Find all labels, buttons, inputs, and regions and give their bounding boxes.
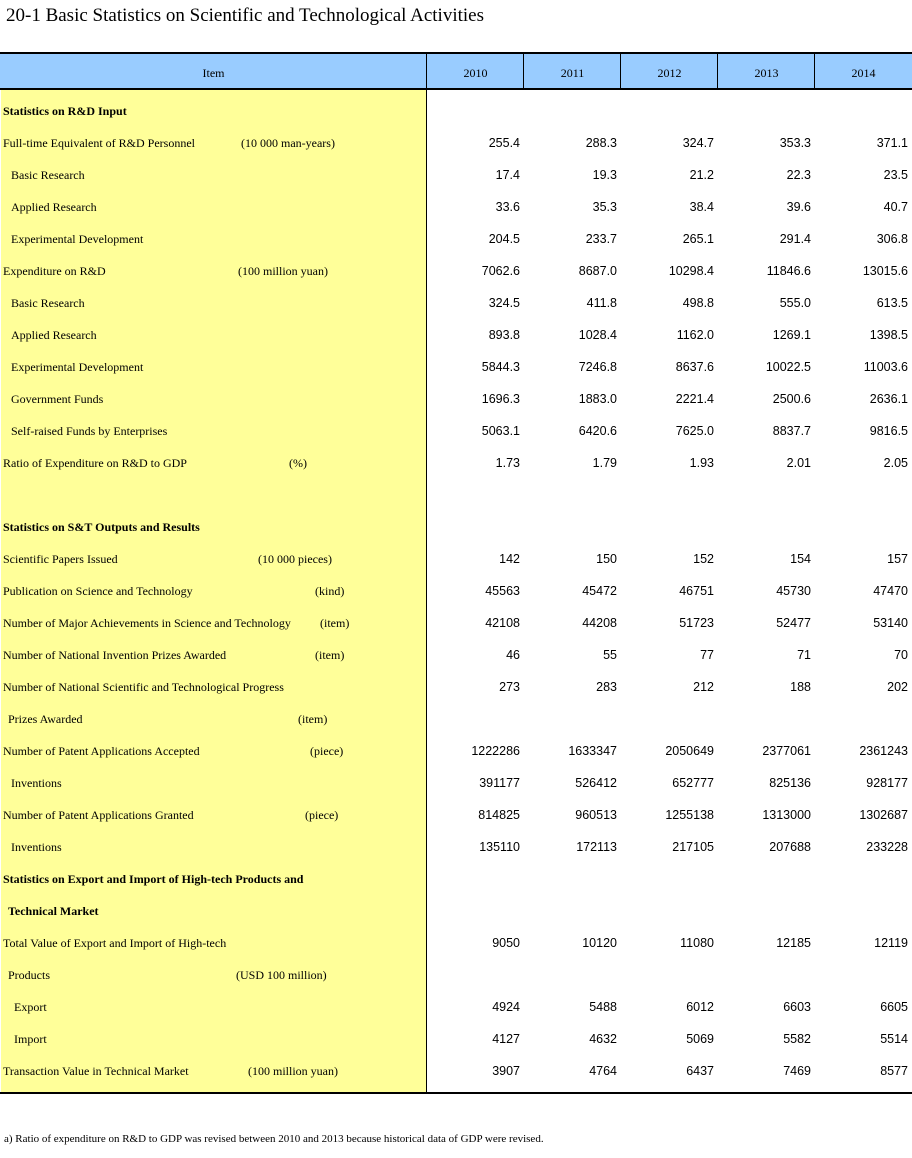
table-row (0, 351, 912, 383)
row-label: Full-time Equivalent of R&D Personnel (3, 136, 195, 150)
cell-value-2012: 652777 (672, 776, 714, 790)
cell-value-2013: 11846.6 (766, 264, 811, 278)
cell-value-2013: 6603 (783, 1000, 811, 1014)
table-bottom-rule (0, 1092, 912, 1094)
cell-value-2012: 2221.4 (675, 392, 714, 406)
row-label: Number of Patent Applications Accepted (3, 744, 200, 758)
cell-value-2011: 7246.8 (578, 360, 617, 374)
table-row (0, 479, 912, 511)
cell-value-2012: 265.1 (682, 232, 714, 246)
row-label: Basic Research (11, 296, 85, 310)
row-label: Applied Research (11, 200, 97, 214)
cell-value-2014: 202 (887, 680, 908, 694)
cell-value-2013: 7469 (783, 1064, 811, 1078)
cell-value-2014: 9816.5 (869, 424, 908, 438)
table-row (0, 575, 912, 607)
table-row (0, 799, 912, 831)
cell-value-2010: 9050 (492, 936, 520, 950)
cell-value-2012: 1.93 (689, 456, 714, 470)
table-row (0, 735, 912, 767)
cell-value-2010: 273 (499, 680, 520, 694)
cell-value-2011: 233.7 (585, 232, 617, 246)
table-header (0, 52, 912, 90)
table-row (0, 863, 912, 895)
cell-value-2011: 1883.0 (578, 392, 617, 406)
row-label: Experimental Development (11, 232, 144, 246)
table-row (0, 127, 912, 159)
cell-value-2012: 8637.6 (675, 360, 714, 374)
row-unit: (item) (320, 616, 350, 630)
cell-value-2012: 212 (693, 680, 714, 694)
row-label: Prizes Awarded (8, 712, 83, 726)
cell-value-2012: 11080 (680, 936, 714, 950)
cell-value-2011: 45472 (582, 584, 617, 598)
cell-value-2010: 324.5 (488, 296, 520, 310)
header-year-2012: 2012 (657, 66, 682, 80)
cell-value-2012: 77 (700, 648, 714, 662)
cell-value-2013: 71 (797, 648, 811, 662)
row-label: Products (8, 968, 50, 982)
cell-value-2012: 152 (693, 552, 714, 566)
cell-value-2013: 12185 (776, 936, 811, 950)
footnote: a) Ratio of expenditure on R&D to GDP was revised between 2010 and 2013 because historical data of GDP were revised. (4, 1133, 544, 1145)
row-unit: (10 000 man-years) (241, 136, 335, 150)
cell-value-2014: 233228 (866, 840, 908, 854)
cell-value-2013: 1269.1 (772, 328, 811, 342)
table-row (0, 607, 912, 639)
cell-value-2012: 1162.0 (676, 328, 714, 342)
table-row (0, 1055, 912, 1087)
cell-value-2012: 6012 (686, 1000, 714, 1014)
cell-value-2011: 288.3 (585, 136, 617, 150)
cell-value-2011: 283 (596, 680, 617, 694)
cell-value-2010: 33.6 (495, 200, 520, 214)
cell-value-2011: 526412 (575, 776, 617, 790)
cell-value-2012: 7625.0 (675, 424, 714, 438)
cell-value-2012: 2050649 (665, 744, 714, 758)
header-year-2010: 2010 (463, 66, 488, 80)
table-row (0, 895, 912, 927)
cell-value-2014: 2361243 (859, 744, 908, 758)
cell-value-2010: 255.4 (488, 136, 520, 150)
header-divider (717, 52, 718, 90)
row-label: Government Funds (11, 392, 104, 406)
cell-value-2012: 51723 (679, 616, 714, 630)
table-row (0, 671, 912, 703)
table-row (0, 319, 912, 351)
row-label: Number of National Invention Prizes Awarded (3, 648, 227, 662)
cell-value-2013: 353.3 (779, 136, 811, 150)
row-label: Applied Research (11, 328, 97, 342)
cell-value-2011: 6420.6 (578, 424, 617, 438)
cell-value-2014: 11003.6 (863, 360, 908, 374)
cell-value-2014: 40.7 (883, 200, 908, 214)
cell-value-2011: 35.3 (592, 200, 617, 214)
table-row (0, 543, 912, 575)
cell-value-2011: 1.79 (592, 456, 617, 470)
cell-value-2011: 10120 (582, 936, 617, 950)
cell-value-2011: 150 (596, 552, 617, 566)
cell-value-2014: 613.5 (876, 296, 908, 310)
table-row (0, 959, 912, 991)
cell-value-2011: 411.8 (586, 296, 617, 310)
header-item: Item (202, 66, 225, 80)
cell-value-2014: 70 (894, 648, 908, 662)
cell-value-2014: 306.8 (876, 232, 908, 246)
cell-value-2011: 55 (603, 648, 617, 662)
cell-value-2013: 2377061 (762, 744, 811, 758)
cell-value-2013: 555.0 (779, 296, 811, 310)
row-label: Publication on Science and Technology (3, 584, 193, 598)
cell-value-2013: 22.3 (786, 168, 811, 182)
section-heading: Statistics on S&T Outputs and Results (3, 520, 200, 534)
table-row (0, 511, 912, 543)
cell-value-2014: 2.05 (883, 456, 908, 470)
row-unit: (%) (289, 456, 307, 470)
cell-value-2013: 2.01 (786, 456, 811, 470)
section-heading: Statistics on R&D Input (3, 104, 127, 118)
table-row (0, 95, 912, 127)
row-label: Ratio of Expenditure on R&D to GDP (3, 456, 187, 470)
cell-value-2012: 498.8 (682, 296, 714, 310)
cell-value-2014: 6605 (880, 1000, 908, 1014)
table-row (0, 1023, 912, 1055)
cell-value-2010: 204.5 (488, 232, 520, 246)
section-heading: Technical Market (8, 904, 99, 918)
cell-value-2011: 4764 (589, 1064, 617, 1078)
row-label: Import (14, 1032, 47, 1046)
cell-value-2013: 8837.7 (772, 424, 811, 438)
cell-value-2012: 1255138 (665, 808, 714, 822)
cell-value-2013: 2500.6 (772, 392, 811, 406)
header-divider (814, 52, 815, 90)
row-unit: (piece) (305, 808, 339, 822)
header-divider (523, 52, 524, 90)
cell-value-2013: 1313000 (762, 808, 811, 822)
header-year-2013: 2013 (754, 66, 779, 80)
cell-value-2014: 13015.6 (862, 264, 908, 278)
cell-value-2013: 207688 (769, 840, 811, 854)
cell-value-2010: 1.73 (495, 456, 520, 470)
cell-value-2012: 217105 (672, 840, 714, 854)
cell-value-2010: 1696.3 (481, 392, 520, 406)
cell-value-2014: 47470 (873, 584, 908, 598)
cell-value-2010: 46 (506, 648, 520, 662)
row-unit: (item) (315, 648, 345, 662)
table-row (0, 831, 912, 863)
cell-value-2011: 8687.0 (578, 264, 617, 278)
row-label: Total Value of Export and Import of High-tech (3, 936, 227, 950)
cell-value-2010: 3907 (492, 1064, 520, 1078)
table-row (0, 767, 912, 799)
row-label: Self-raised Funds by Enterprises (11, 424, 168, 438)
cell-value-2014: 2636.1 (869, 392, 908, 406)
row-label: Inventions (11, 776, 62, 790)
cell-value-2010: 135110 (479, 840, 520, 854)
cell-value-2010: 893.8 (488, 328, 520, 342)
cell-value-2011: 4632 (589, 1032, 617, 1046)
cell-value-2011: 1028.4 (578, 328, 617, 342)
row-label: Experimental Development (11, 360, 144, 374)
header-year-2014: 2014 (851, 66, 876, 80)
row-unit: (100 million yuan) (248, 1064, 338, 1078)
cell-value-2014: 23.5 (883, 168, 908, 182)
cell-value-2011: 19.3 (592, 168, 617, 182)
cell-value-2012: 21.2 (689, 168, 714, 182)
cell-value-2012: 6437 (686, 1064, 714, 1078)
cell-value-2012: 324.7 (682, 136, 714, 150)
cell-value-2010: 45563 (485, 584, 520, 598)
cell-value-2013: 45730 (776, 584, 811, 598)
table-row (0, 383, 912, 415)
table-row (0, 927, 912, 959)
table-row (0, 639, 912, 671)
cell-value-2014: 1398.5 (869, 328, 908, 342)
cell-value-2014: 371.1 (876, 136, 908, 150)
cell-value-2010: 4924 (492, 1000, 520, 1014)
cell-value-2012: 46751 (679, 584, 714, 598)
header-year-2011: 2011 (560, 66, 585, 80)
table-row (0, 255, 912, 287)
cell-value-2013: 10022.5 (765, 360, 811, 374)
cell-value-2014: 1302687 (859, 808, 908, 822)
table-row (0, 991, 912, 1023)
row-label: Inventions (11, 840, 62, 854)
row-label: Number of Patent Applications Granted (3, 808, 194, 822)
table-row (0, 415, 912, 447)
cell-value-2010: 5063.1 (481, 424, 520, 438)
cell-value-2010: 391177 (479, 776, 520, 790)
row-label: Transaction Value in Technical Market (3, 1064, 189, 1078)
cell-value-2011: 5488 (589, 1000, 617, 1014)
cell-value-2013: 154 (790, 552, 811, 566)
cell-value-2013: 5582 (783, 1032, 811, 1046)
cell-value-2013: 39.6 (786, 200, 811, 214)
row-label: Basic Research (11, 168, 85, 182)
cell-value-2011: 44208 (582, 616, 617, 630)
cell-value-2013: 291.4 (779, 232, 811, 246)
row-unit: (piece) (310, 744, 344, 758)
cell-value-2014: 12119 (874, 936, 908, 950)
cell-value-2013: 188 (790, 680, 811, 694)
cell-value-2010: 5844.3 (481, 360, 520, 374)
row-unit: (100 million yuan) (238, 264, 328, 278)
cell-value-2014: 5514 (880, 1032, 908, 1046)
cell-value-2011: 172113 (576, 840, 617, 854)
cell-value-2012: 5069 (686, 1032, 714, 1046)
row-label: Expenditure on R&D (3, 264, 106, 278)
cell-value-2010: 142 (499, 552, 520, 566)
section-heading: Statistics on Export and Import of High-tech Products and (3, 872, 304, 886)
row-label: Export (14, 1000, 47, 1014)
row-unit: (USD 100 million) (236, 968, 327, 982)
cell-value-2010: 4127 (492, 1032, 520, 1046)
row-unit: (item) (298, 712, 328, 726)
cell-value-2014: 157 (887, 552, 908, 566)
row-unit: (kind) (315, 584, 345, 598)
cell-value-2011: 960513 (575, 808, 617, 822)
cell-value-2010: 7062.6 (481, 264, 520, 278)
cell-value-2010: 814825 (478, 808, 520, 822)
table-row (0, 191, 912, 223)
cell-value-2011: 1633347 (568, 744, 617, 758)
row-unit: (10 000 pieces) (258, 552, 332, 566)
table-row (0, 447, 912, 479)
page-title: 20-1 Basic Statistics on Scientific and Technological Activities (6, 5, 484, 26)
cell-value-2014: 928177 (866, 776, 908, 790)
cell-value-2012: 10298.4 (668, 264, 714, 278)
cell-value-2010: 17.4 (495, 168, 520, 182)
cell-value-2013: 825136 (769, 776, 811, 790)
cell-value-2012: 38.4 (689, 200, 714, 214)
table-row (0, 287, 912, 319)
cell-value-2013: 52477 (776, 616, 811, 630)
cell-value-2014: 53140 (873, 616, 908, 630)
cell-value-2010: 42108 (485, 616, 520, 630)
row-label: Number of National Scientific and Technological Progress (3, 680, 284, 694)
row-label: Number of Major Achievements in Science and Technology (3, 616, 291, 630)
table-row (0, 703, 912, 735)
cell-value-2010: 1222286 (471, 744, 520, 758)
cell-value-2014: 8577 (880, 1064, 908, 1078)
row-label: Scientific Papers Issued (3, 552, 118, 566)
table-row (0, 159, 912, 191)
table-row (0, 223, 912, 255)
header-divider (620, 52, 621, 90)
